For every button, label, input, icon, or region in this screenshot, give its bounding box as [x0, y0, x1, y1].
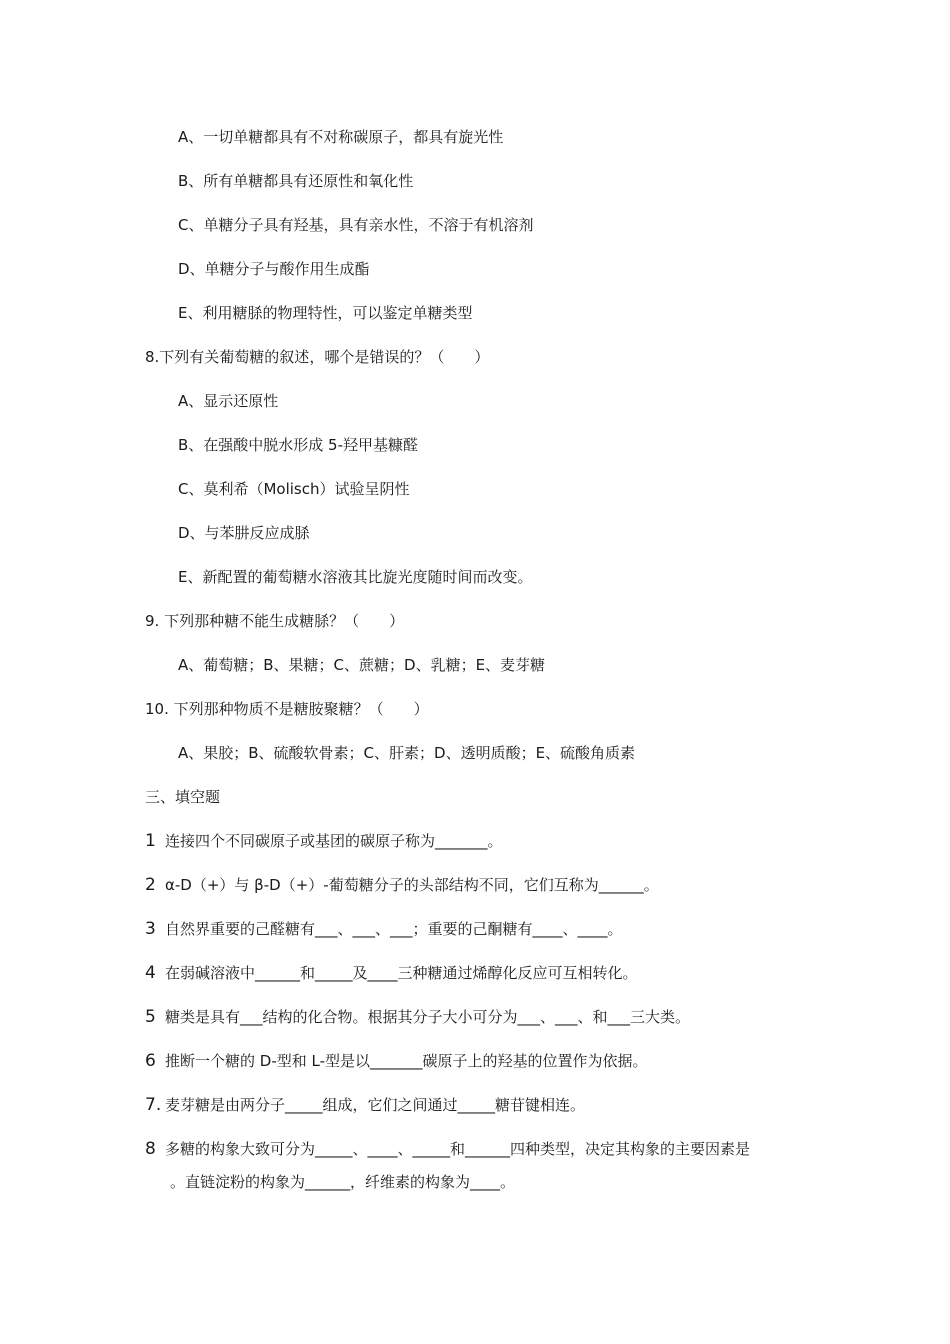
q10-stem: 10. 下列那种物质不是糖胺聚糖？（ ） [145, 700, 429, 718]
fill-item-number: 1 [145, 831, 156, 851]
fill-item-number: 7. [145, 1095, 162, 1115]
q8-option-c: C、莫利希（Molisch）试验呈阴性 [178, 480, 410, 498]
fill-item-text: 糖类是具有___结构的化合物。根据其分子大小可分为___、___、和___三大类。 [165, 1008, 691, 1026]
fill-item-text: 多糖的构象大致可分为_____、____、_____和______四种类型，决定其构象的主要因素是 [165, 1140, 751, 1158]
fill-item-number: 3 [145, 919, 156, 939]
fill-item-text: 推断一个糖的 D-型和 L-型是以_______碳原子上的羟基的位置作为依据。 [165, 1052, 648, 1070]
fill-item-8-continued: 。直链淀粉的构象为______，纤维素的构象为____。 [170, 1173, 516, 1191]
q7-option-e: E、利用糖脎的物理特性，可以鉴定单糖类型 [178, 304, 473, 322]
q8-stem: 8.下列有关葡萄糖的叙述，哪个是错误的？（ ） [145, 348, 490, 366]
q8-option-b: B、在强酸中脱水形成 5-羟甲基糠醛 [178, 436, 419, 454]
q8-option-a: A、显示还原性 [178, 392, 279, 410]
q10-options: A、果胶；B、硫酸软骨素；C、肝素；D、透明质酸；E、硫酸角质素 [178, 744, 636, 762]
q8-option-d: D、与苯肼反应成脎 [178, 524, 310, 542]
fill-item-text: 麦芽糖是由两分子_____组成，它们之间通过_____糖苷键相连。 [165, 1096, 586, 1114]
fill-item-number: 6 [145, 1051, 156, 1071]
q7-option-b: B、所有单糖都具有还原性和氧化性 [178, 172, 414, 190]
q9-options: A、葡萄糖；B、果糖；C、蔗糖；D、乳糖；E、麦芽糖 [178, 656, 546, 674]
fill-item-text: 在弱碱溶液中______和_____及____三种糖通过烯醇化反应可互相转化。 [165, 964, 638, 982]
fill-item-number: 4 [145, 963, 156, 983]
q7-option-a: A、一切单糖都具有不对称碳原子，都具有旋光性 [178, 128, 504, 146]
fill-item-text: 连接四个不同碳原子或基团的碳原子称为_______。 [165, 832, 503, 850]
fill-item-number: 8 [145, 1139, 156, 1159]
section-title: 三、填空题 [145, 788, 221, 806]
fill-item-number: 2 [145, 875, 156, 895]
q7-option-c: C、单糖分子具有羟基，具有亲水性，不溶于有机溶剂 [178, 216, 534, 234]
fill-item-text: α-D（+）与 β-D（+）-葡萄糖分子的头部结构不同，它们互称为______。 [165, 876, 659, 894]
q9-stem: 9. 下列那种糖不能生成糖脎？（ ） [145, 612, 405, 630]
fill-item-text: 自然界重要的己醛糖有___、___、___；重要的己酮糖有____、____。 [165, 920, 623, 938]
q7-option-d: D、单糖分子与酸作用生成酯 [178, 260, 370, 278]
q8-option-e: E、新配置的葡萄糖水溶液其比旋光度随时间而改变。 [178, 568, 533, 586]
fill-item-number: 5 [145, 1007, 156, 1027]
